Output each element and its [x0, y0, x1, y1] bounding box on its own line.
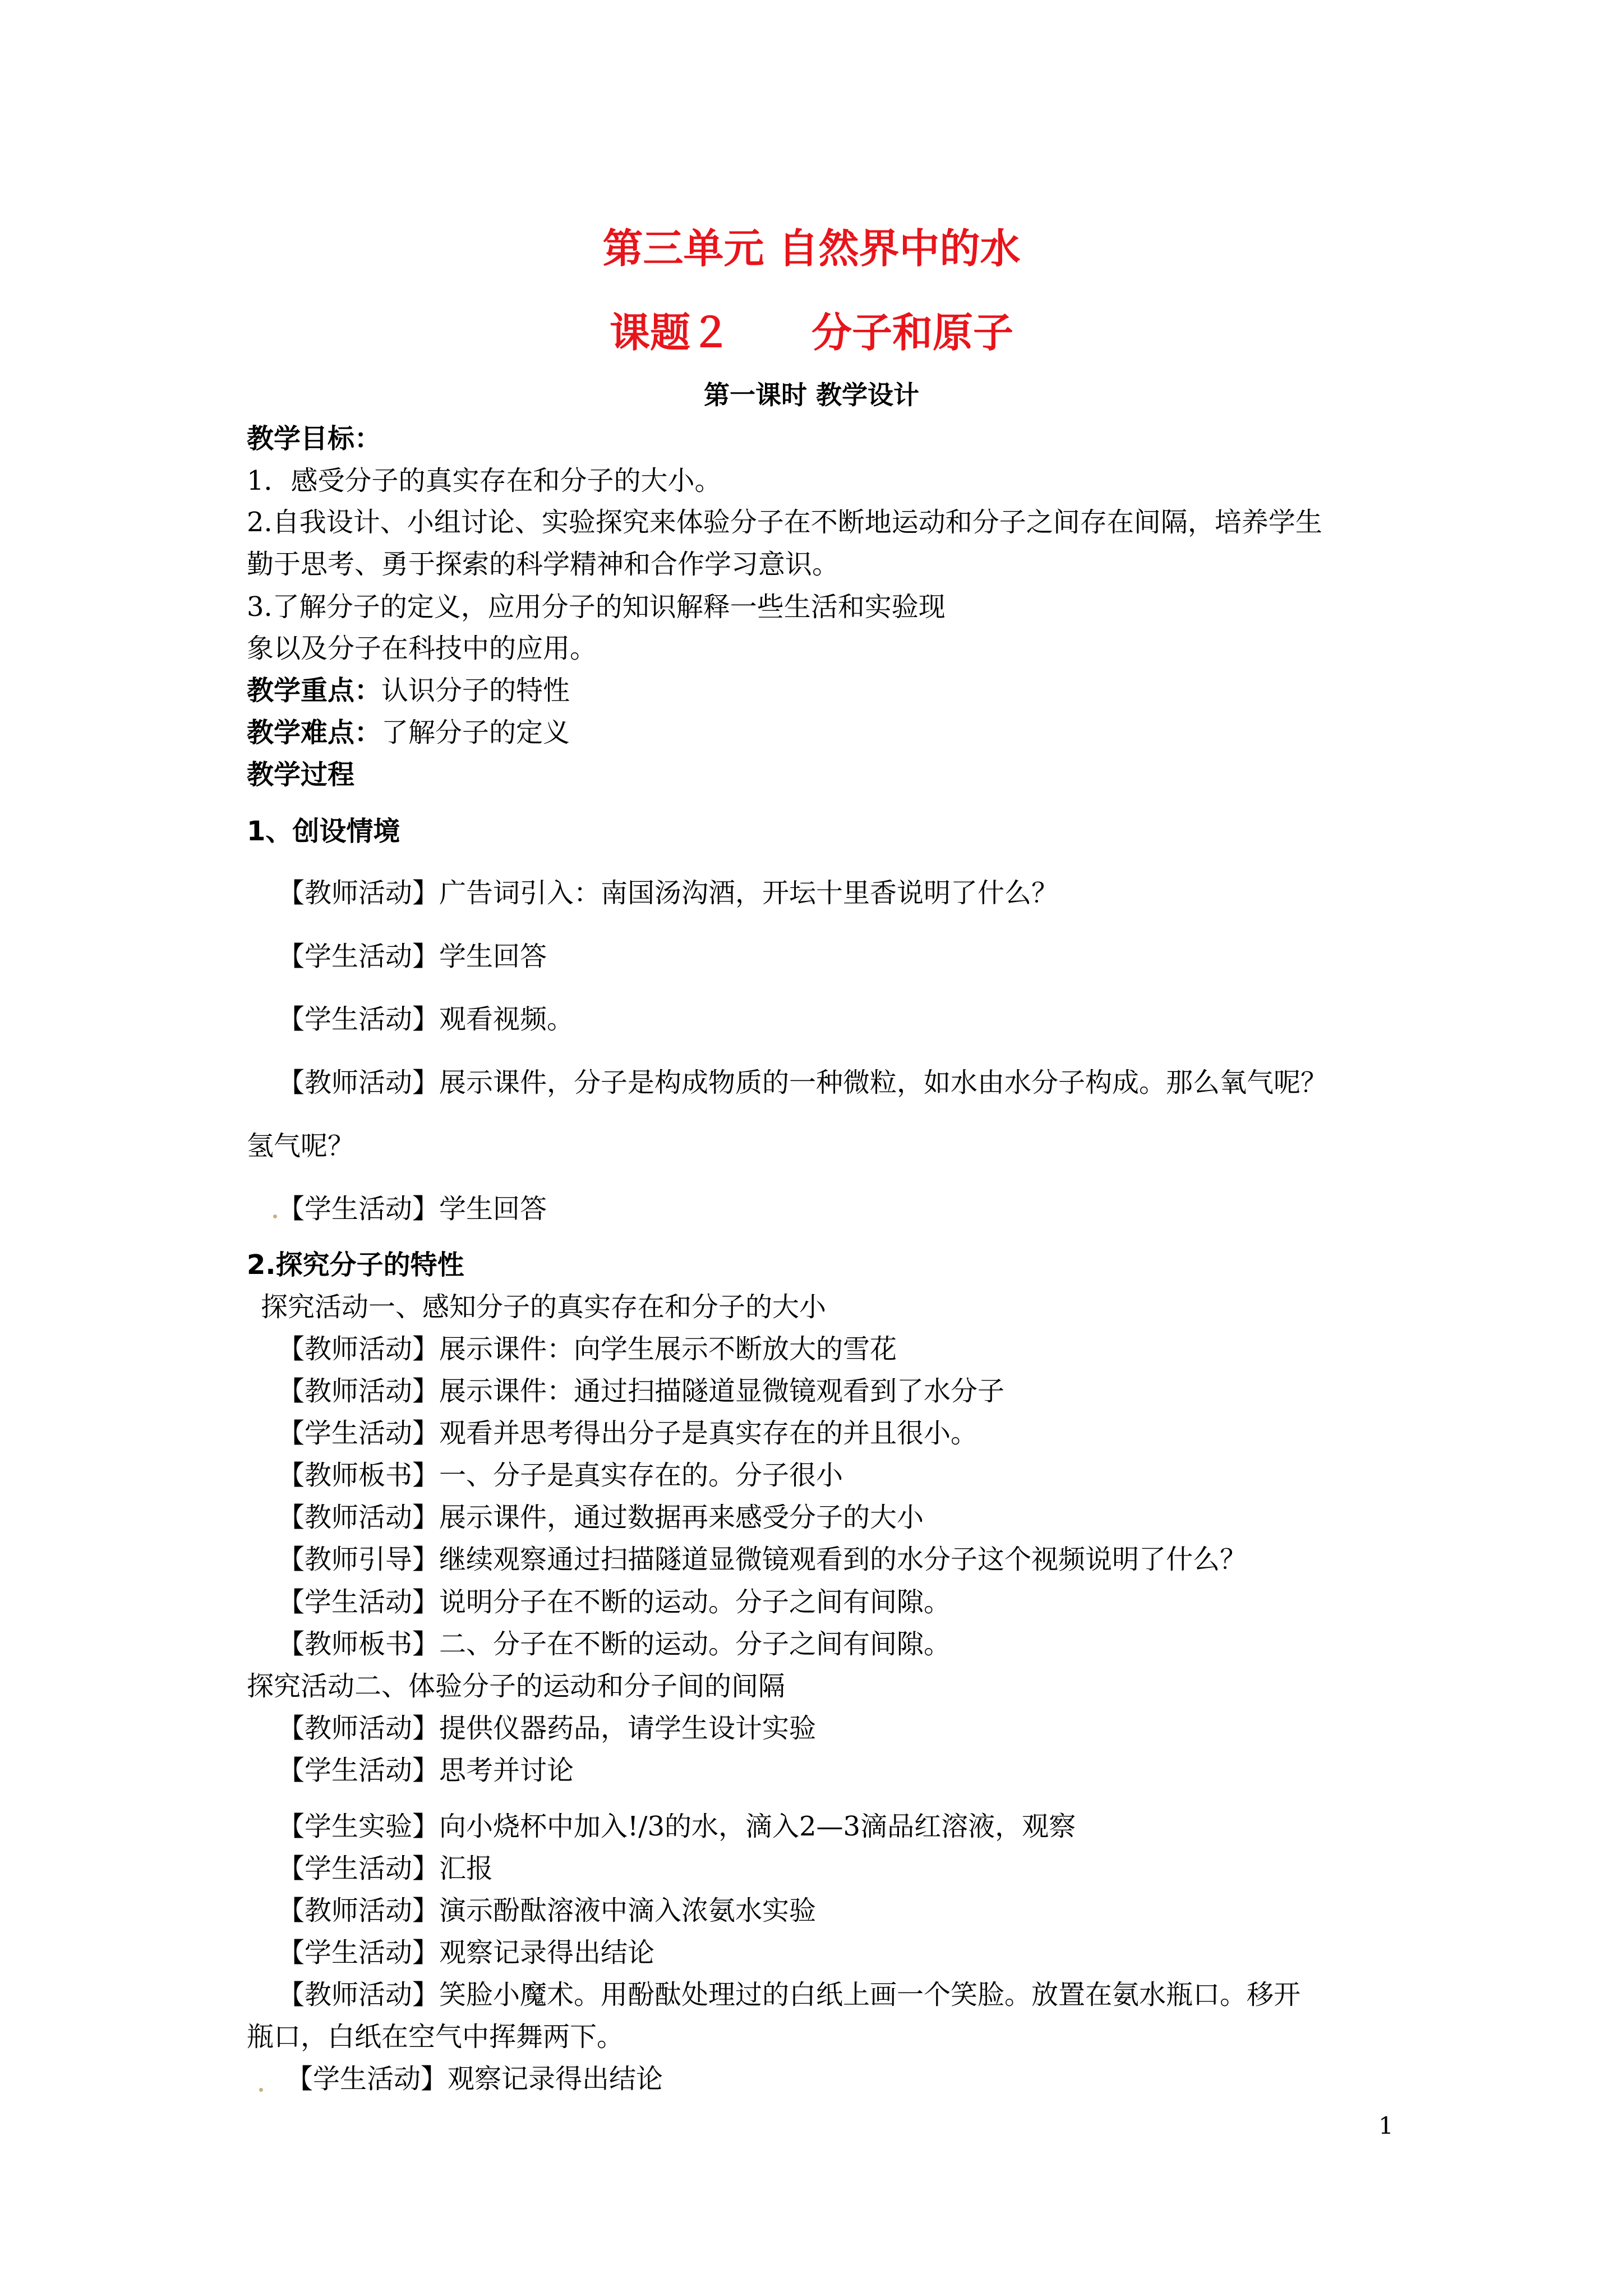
objective-2-line-1: 2.自我设计、小组讨论、实验探究来体验分子在不断地运动和分子之间存在间隔，培养学生	[247, 507, 1322, 538]
section-1-heading: 1、创设情境	[247, 816, 400, 847]
activity-1-title: 探究活动一、感知分子的真实存在和分子的大小	[261, 1291, 827, 1323]
activity-2-line: 【教师活动】笑脸小魔术。用酚酞处理过的白纸上画一个笑脸。放置在氨水瓶口。移开	[278, 1979, 1301, 2010]
activity-2-line: 【学生活动】思考并讨论	[278, 1755, 574, 1786]
activity-1-line: 【学生活动】观看并思考得出分子是真实存在的并且很小。	[278, 1418, 978, 1449]
objectives-heading: 教学目标：	[247, 423, 382, 454]
activity-2-line: 【教师活动】演示酚酞溶液中滴入浓氨水实验	[278, 1895, 817, 1926]
activity-1-line: 【学生活动】说明分子在不断的运动。分子之间有间隙。	[278, 1586, 951, 1618]
section-1-line-3: 【学生活动】观看视频。	[278, 1004, 574, 1035]
activity-1-line: 【教师活动】展示课件，通过数据再来感受分子的大小	[278, 1502, 924, 1533]
process-heading: 教学过程	[247, 759, 355, 790]
page-number: 1	[1378, 2112, 1394, 2139]
objective-3-line-2: 象以及分子在科技中的应用。	[247, 633, 597, 664]
activity-1-line: 【教师活动】展示课件：向学生展示不断放大的雪花	[278, 1333, 897, 1365]
key-point-text: 认识分子的特性	[381, 675, 570, 706]
lesson-title: 课题２ 分子和原子	[609, 309, 1013, 356]
activity-2-line: 【学生活动】汇报	[278, 1853, 494, 1884]
activity-2-line: 【学生实验】向小烧杯中加入!/3的水，滴入2—3滴品红溶液，观察	[278, 1811, 1076, 1842]
lesson-subtitle: 第一课时 教学设计	[703, 380, 919, 410]
activity-1-line: 【教师板书】二、分子在不断的运动。分子之间有间隙。	[278, 1628, 951, 1660]
activity-1-line: 【教师活动】展示课件：通过扫描隧道显微镜观看到了水分子	[278, 1375, 1005, 1407]
activity-1-line: 【教师引导】继续观察通过扫描隧道显微镜观看到的水分子这个视频说明了什么？	[278, 1544, 1247, 1575]
objective-2-line-2: 勤于思考、勇于探索的科学精神和合作学习意识。	[247, 549, 840, 580]
section-2-heading: 2.探究分子的特性	[247, 1249, 464, 1281]
section-1-line-4a: 【教师活动】展示课件，分子是构成物质的一种微粒，如水由水分子构成。那么氧气呢？	[278, 1067, 1328, 1098]
activity-2-title: 探究活动二、体验分子的运动和分子间的间隔	[247, 1671, 786, 1702]
stray-mark	[259, 2088, 263, 2092]
activity-2-line: 【学生活动】观察记录得出结论	[278, 1937, 655, 1968]
section-1-line-1: 【教师活动】广告词引入：南国汤沟酒，开坛十里香说明了什么？	[278, 877, 1059, 909]
objective-3-line-1: 3.了解分子的定义，应用分子的知识解释一些生活和实验现	[247, 591, 946, 623]
activity-2-line: 【教师活动】提供仪器药品，请学生设计实验	[278, 1713, 817, 1744]
section-1-line-2: 【学生活动】学生回答	[278, 941, 547, 972]
section-1-line-4b: 氢气呢？	[247, 1130, 355, 1162]
difficult-point-label: 教学难点：	[247, 717, 382, 748]
difficult-point	[247, 716, 570, 749]
difficult-point-text: 了解分子的定义	[381, 717, 570, 748]
objective-1: 1．感受分子的真实存在和分子的大小。	[247, 465, 722, 496]
activity-2-line: 瓶口，白纸在空气中挥舞两下。	[247, 2021, 624, 2053]
activity-1-line: 【教师板书】一、分子是真实存在的。分子很小	[278, 1460, 843, 1491]
key-point-label: 教学重点：	[247, 675, 382, 706]
stray-mark	[273, 1214, 277, 1218]
section-1-line-5: 【学生活动】学生回答	[278, 1193, 547, 1225]
activity-2-line: 【学生活动】观察记录得出结论	[286, 2063, 663, 2095]
unit-title: 第三单元 自然界中的水	[602, 225, 1021, 272]
key-point	[247, 674, 570, 707]
